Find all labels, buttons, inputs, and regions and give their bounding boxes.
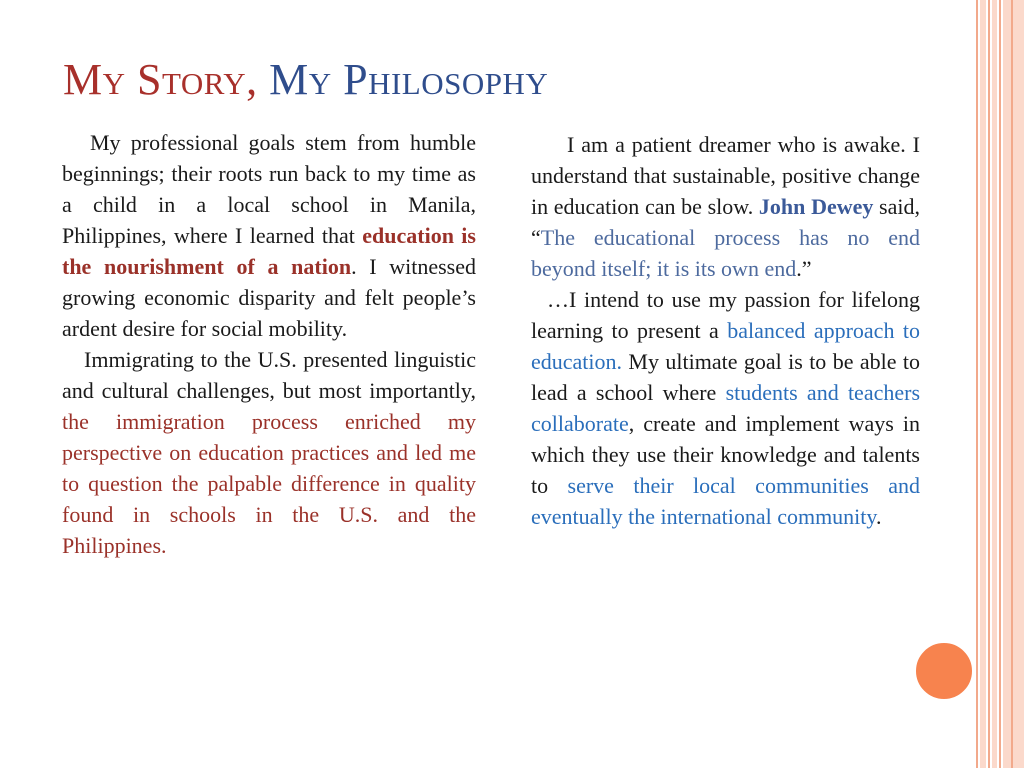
text-run: …I intend to use my passion for lifelong learning to present a (531, 287, 920, 343)
text-run: My professional goals stem from humble beginnings; their roots run back to my time as a child in a local school in Manila, Philippines, where I learned that (62, 130, 476, 248)
highlight-text: serve their local communities and eventually the international community (531, 473, 920, 529)
text-run: , create and implement ways in which they use their knowledge and talents to (531, 411, 920, 498)
decor-stripe (999, 0, 1001, 768)
decor-stripe (992, 0, 997, 768)
highlight-text: students and teachers collaborate (531, 380, 921, 436)
decor-stripe (1003, 0, 1024, 768)
right-column (531, 129, 920, 532)
highlight-text: education is the nourishment of a nation (62, 223, 476, 279)
right-paragraph-1 (531, 129, 920, 284)
text-run: . (875, 504, 882, 529)
decor-stripe (976, 0, 978, 768)
text-run: Immigrating to the U.S. presented linguistic and cultural challenges, but most importantly, (62, 347, 476, 403)
author-name: John Dewey (758, 194, 874, 219)
text-run: I am a patient dreamer who is awake. I understand that sustainable, positive change in education can be slow. (531, 132, 920, 219)
text-run: .” (796, 256, 812, 281)
left-paragraph-1 (62, 127, 476, 344)
decor-stripe (980, 0, 986, 768)
decor-stripe (988, 0, 990, 768)
slide-title-part1: My Story (63, 55, 247, 104)
quote-text: The educational process has no end beyond itself; it is its own end (531, 225, 920, 281)
right-paragraph-2 (531, 284, 920, 532)
text-run: said, “ (531, 194, 920, 250)
left-column (62, 127, 476, 561)
slide-title-separator: , (246, 55, 270, 104)
highlight-text: balanced approach to education. (531, 318, 920, 374)
decor-stripe (1011, 0, 1013, 768)
slide-title-part2: My Philosophy (269, 55, 549, 104)
highlight-text: the immigration process enriched my perspective on education practices and led me to question the palpable difference in quality found in schools in the U.S. and the Philippines. (62, 409, 476, 558)
decor-circle (913, 640, 975, 702)
left-paragraph-2 (62, 344, 476, 561)
text-run: My ultimate goal is to be able to lead a school where (531, 349, 920, 405)
text-run: . I witnessed growing economic disparity and felt people’s ardent desire for social mobility. (62, 254, 477, 341)
slide-title (63, 55, 549, 104)
